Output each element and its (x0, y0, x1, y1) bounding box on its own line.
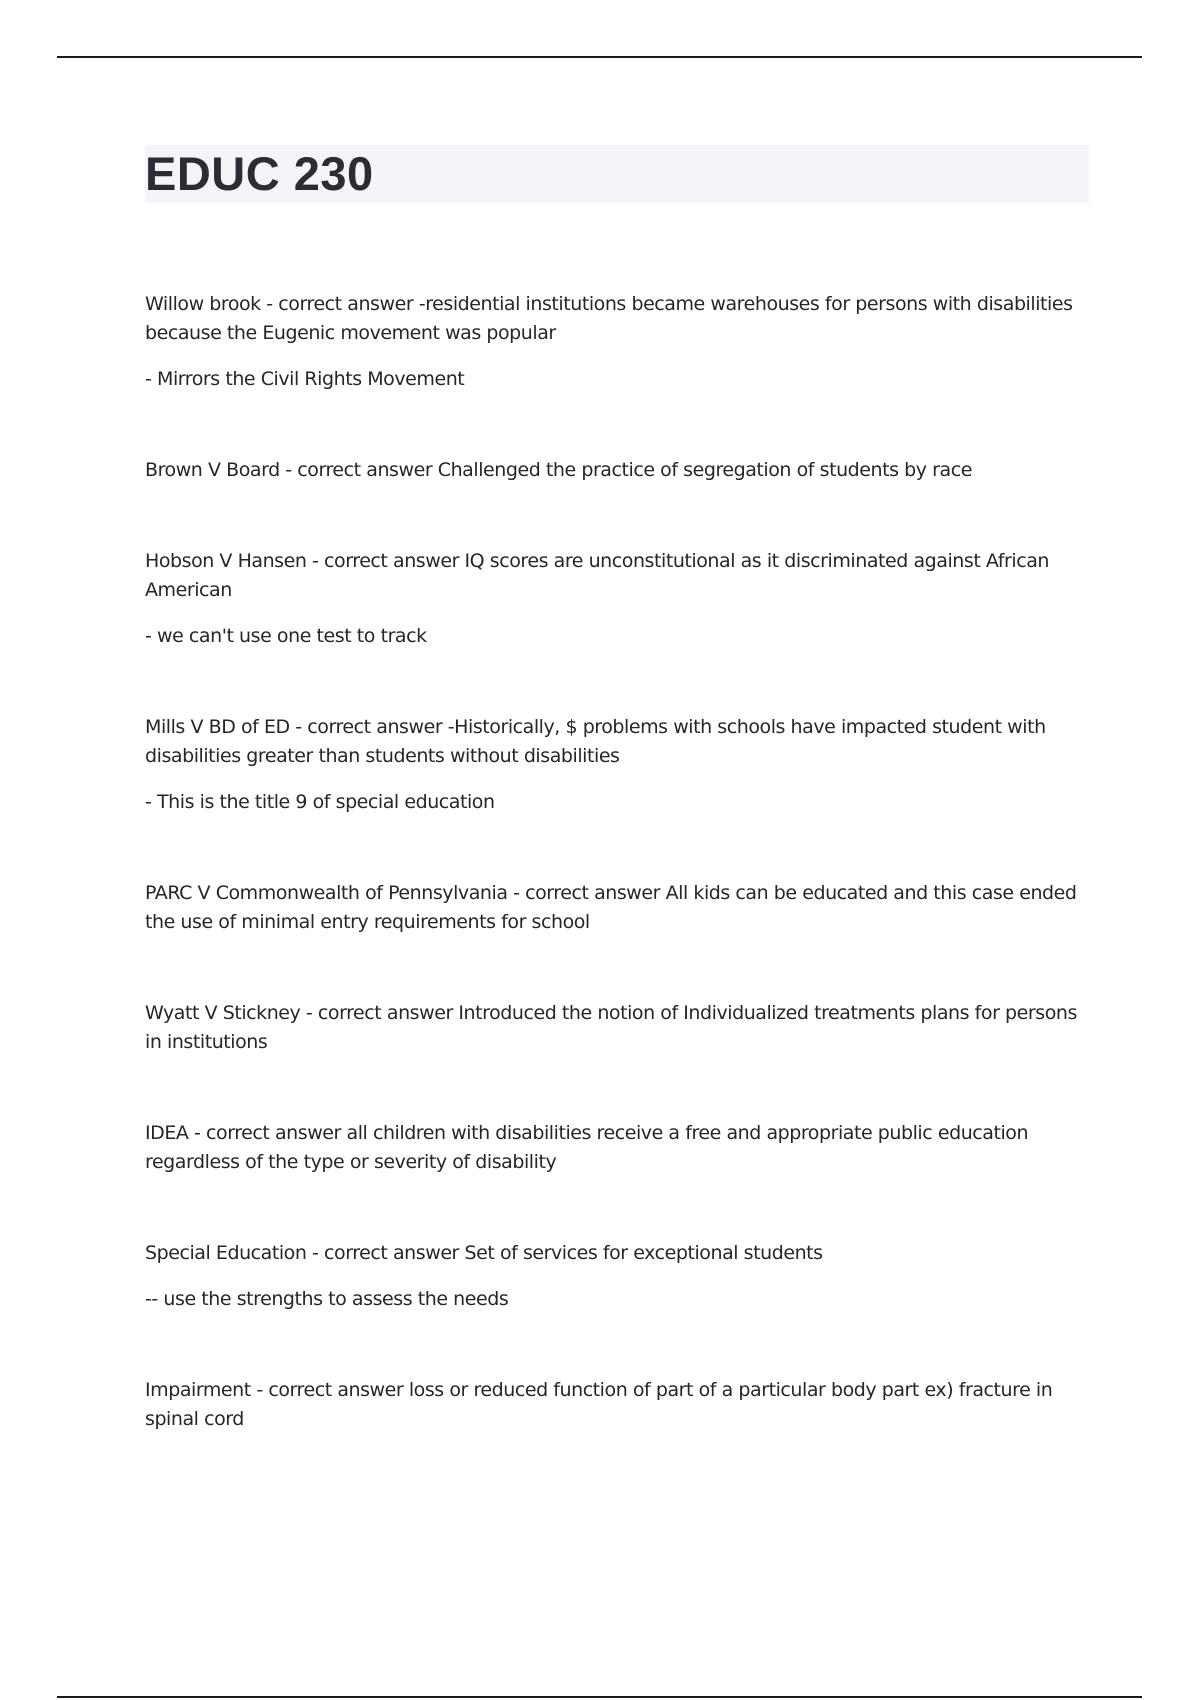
flashcard-answer: Mills V BD of ED - correct answer -Historically, $ problems with schools have impacted student with disabilities greater than students without disabilities (145, 716, 1046, 767)
flashcard-willow-brook (145, 290, 1095, 394)
flashcard-brown-v-board (145, 456, 1095, 485)
flashcard-answer: Hobson V Hansen - correct answer IQ scores are unconstitutional as it discriminated against African American (145, 550, 1049, 601)
flashcard-list (145, 290, 1095, 1434)
flashcard-answer: Impairment - correct answer loss or reduced function of part of a particular body part ex) fracture in spinal cord (145, 1379, 1053, 1430)
flashcard-parc-v-pennsylvania (145, 879, 1095, 937)
flashcard-impairment (145, 1376, 1095, 1434)
flashcard-answer: Willow brook - correct answer -residential institutions became warehouses for persons with disabilities because the Eugenic movement was popular (145, 293, 1073, 344)
flashcard-hobson-v-hansen (145, 547, 1095, 651)
flashcard-answer: IDEA - correct answer all children with disabilities receive a free and appropriate public education regardless of the type or severity of disability (145, 1122, 1029, 1173)
flashcard-answer: Wyatt V Stickney - correct answer Introduced the notion of Individualized treatments plans for persons in institutions (145, 1002, 1077, 1053)
flashcard-special-education (145, 1239, 1095, 1314)
document-title: EDUC 230 (145, 147, 374, 200)
flashcard-note: -- use the strengths to assess the needs (145, 1288, 509, 1310)
flashcard-mills-v-bd-of-ed (145, 713, 1095, 817)
flashcard-wyatt-v-stickney (145, 999, 1095, 1057)
flashcard-answer: PARC V Commonwealth of Pennsylvania - correct answer All kids can be educated and this case ended the use of minimal entry requirements for school (145, 882, 1077, 933)
flashcard-note: - Mirrors the Civil Rights Movement (145, 368, 465, 390)
flashcard-answer: Special Education - correct answer Set of services for exceptional students (145, 1242, 823, 1264)
bottom-rule (57, 1696, 1142, 1698)
flashcard-note: - we can't use one test to track (145, 625, 427, 647)
flashcard-idea (145, 1119, 1095, 1177)
top-rule (57, 56, 1142, 58)
flashcard-answer: Brown V Board - correct answer Challenged the practice of segregation of students by race (145, 459, 972, 481)
flashcard-note: - This is the title 9 of special education (145, 791, 495, 813)
